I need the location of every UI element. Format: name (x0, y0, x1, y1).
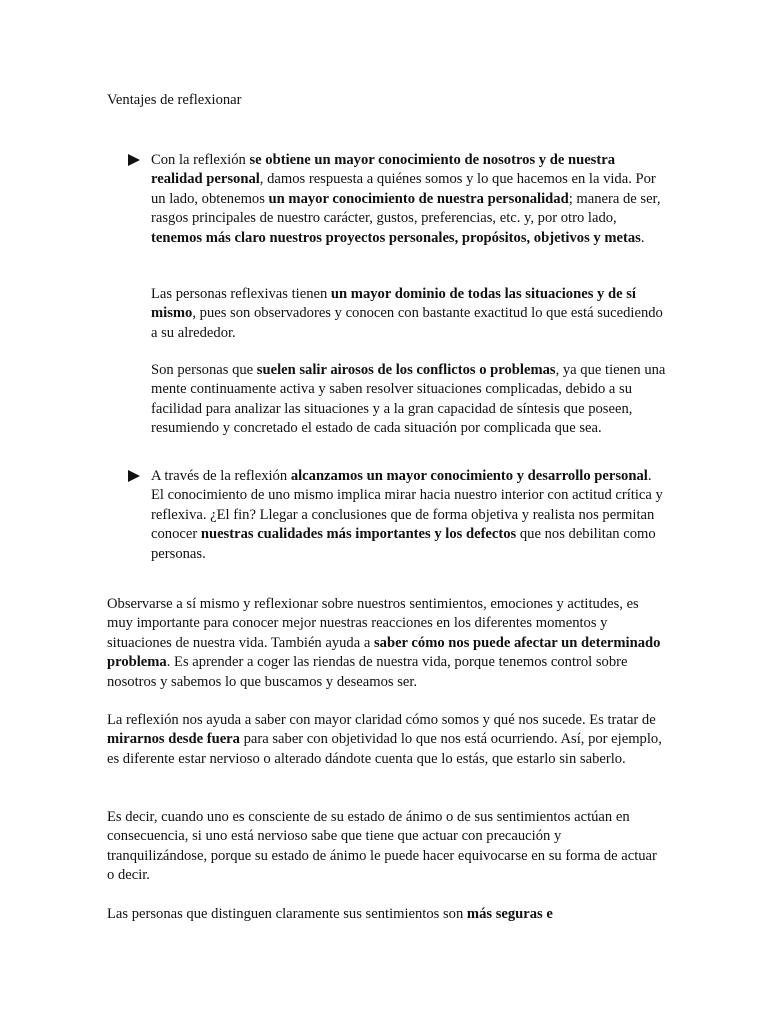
text-run: . Es aprender a coger las riendas de nuestra vida, porque tenemos control sobre nosotros y sabemos lo que buscamos y deseamos ser. (107, 654, 628, 690)
bullet-sub-paragraph (151, 285, 666, 343)
body-paragraph (107, 905, 662, 924)
bold-text-run: se obtiene un mayor conocimiento de nosotros y de nuestra realidad personal (151, 152, 615, 188)
text-run: La reflexión nos ayuda a saber con mayor claridad cómo somos y qué nos sucede. Es tratar de (107, 712, 656, 728)
bold-text-run: suelen salir airosos de los conflictos o problemas (256, 362, 556, 378)
text-run: Las personas que distinguen claramente sus sentimientos son (107, 906, 467, 922)
triangle-right-icon (128, 154, 140, 166)
body-paragraph (107, 595, 662, 692)
text-run: , ya que tienen una mente continuamente activa y saben resolver situaciones complicadas, debido a su facilidad para analizar las situaciones y a la gran capacidad de síntesis que poseen, resumiendo y concretado el estado de cada situación por complicada que sea. (151, 362, 666, 437)
triangle-right-icon (128, 470, 140, 482)
text-run: Con la reflexión (151, 152, 250, 168)
paragraph-text (107, 595, 662, 692)
text-run: . (640, 229, 645, 246)
body-paragraph (107, 808, 662, 886)
text-run: . El conocimiento de uno mismo implica mirar hacia nuestro interior con actitud crítica y reflexiva. ¿El fin? Llegar a conclusiones que de forma objetiva y realista nos permitan conocer (151, 468, 663, 543)
text-run: , damos respuesta a quiénes somos y lo que hacemos en la vida. Por un lado, obtenemos (151, 171, 656, 207)
body-paragraph (107, 711, 662, 769)
bullet-sub-paragraph (151, 361, 666, 439)
bold-text-run: saber cómo nos puede afectar un determinado problema (107, 634, 661, 671)
paragraph-text (107, 808, 662, 886)
text-run: que nos debilitan como personas. (151, 526, 656, 562)
bullet-text (151, 151, 666, 248)
bold-text-run: alcanzamos un mayor conocimiento y desarrollo personal (290, 468, 648, 484)
bullet-text (151, 467, 666, 564)
paragraph-text (151, 285, 666, 343)
bold-text-run: mirarnos desde fuera (107, 731, 240, 748)
text-run: Es decir, cuando uno es consciente de su estado de ánimo o de sus sentimientos actúan en consecuencia, si uno está nervioso sabe que tiene que actuar con precaución y tranquilizándose, porque su estado de ánimo le puede hacer equivocarse en su forma de actuar o decir. (107, 809, 657, 884)
text-run: Son personas que (151, 362, 257, 378)
text-run: A través de la reflexión (151, 468, 291, 484)
text-run: para saber con objetividad lo que nos está ocurriendo. Así, por ejemplo, es diferente estar nervioso o alterado dándote cuenta que lo estás, que estarlo sin saberlo. (107, 731, 662, 767)
bullet-item (151, 467, 666, 564)
bold-text-run: tenemos más claro nuestros proyectos personales, propósitos, objetivos y metas (151, 229, 641, 246)
document-title: Ventajes de reflexionar (107, 92, 242, 108)
paragraph-text (107, 711, 662, 769)
bold-text-run: un mayor dominio de todas las situaciones y de sí mismo (151, 286, 636, 322)
text-run: Las personas reflexivas tienen (151, 286, 331, 302)
paragraph-text (107, 905, 662, 924)
text-run: Observarse a sí mismo y reflexionar sobre nuestros sentimientos, emociones y actitudes, es muy importante para conocer mejor nuestras reacciones en los diferentes momentos y situaciones de nuestra vida. También ayuda a (107, 596, 639, 651)
bullet-item (151, 151, 666, 248)
text-run: , pues son observadores y conocen con bastante exactitud lo que está sucediendo a su alrededor. (151, 305, 663, 341)
paragraph-text (151, 361, 666, 439)
bold-text-run: más seguras e (466, 906, 553, 922)
text-run: ; manera de ser, rasgos principales de nuestro carácter, gustos, preferencias, etc. y, por otro lado, (151, 190, 661, 227)
bold-text-run: nuestras cualidades más importantes y los defectos (200, 526, 517, 543)
bold-text-run: un mayor conocimiento de nuestra personalidad (268, 190, 569, 207)
